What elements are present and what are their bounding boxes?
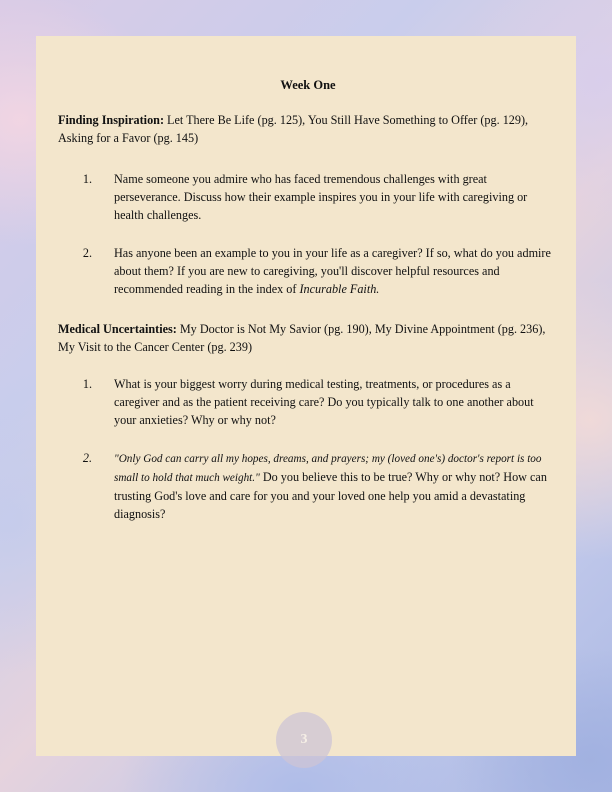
question-text-part: Has anyone been an example to you in your life as a caregiver? If so, what do you admire about them? If you are new to caregiving, you'll discover helpful resources and recommended reading in the index of (114, 246, 551, 296)
question-text: What is your biggest worry during medical testing, treatments, or procedures as a caregiver and as the patient receiving care? Do you typically talk to one another about your anxieties? Why or why not? (114, 377, 534, 427)
question-number: 2. (82, 246, 92, 260)
page-sheet (36, 36, 576, 756)
section-readings: Let There Be Life (pg. 125), You Still Have Something to Offer (pg. 129), Asking for a Favor (pg. 145) (58, 113, 529, 145)
section-readings: My Doctor is Not My Savior (pg. 190), My Divine Appointment (pg. 236), My Visit to the Cancer Center (pg. 239) (58, 322, 546, 354)
question-text: Name someone you admire who has faced tremendous challenges with great perseverance. Discuss how their example inspires you in your life with caregiving or health challenges. (114, 172, 528, 222)
question-number: 2. (82, 451, 92, 465)
book-title: Incurable Faith. (299, 282, 380, 296)
question-number: 1. (82, 172, 92, 186)
question-text-part: Do you believe this to be true? Why or why not? How can trusting God's love and care for you and your loved one help you amid a devastating diagnosis? (114, 470, 547, 521)
section-finding-inspiration (58, 111, 554, 147)
page-number: 3 (300, 732, 308, 747)
question-text (114, 244, 554, 298)
question-number: 1. (82, 377, 92, 391)
page-title: Week One (280, 78, 336, 92)
page-number-badge (276, 712, 332, 768)
section-medical-uncertainties (58, 320, 554, 356)
section-heading: Finding Inspiration: (58, 113, 164, 127)
question-text (114, 449, 554, 523)
quote-text: "Only God can carry all my hopes, dreams, and prayers; my (loved one's) doctor's report is too small to hold that much weight." (114, 453, 542, 484)
section-heading: Medical Uncertainties: (58, 322, 177, 336)
